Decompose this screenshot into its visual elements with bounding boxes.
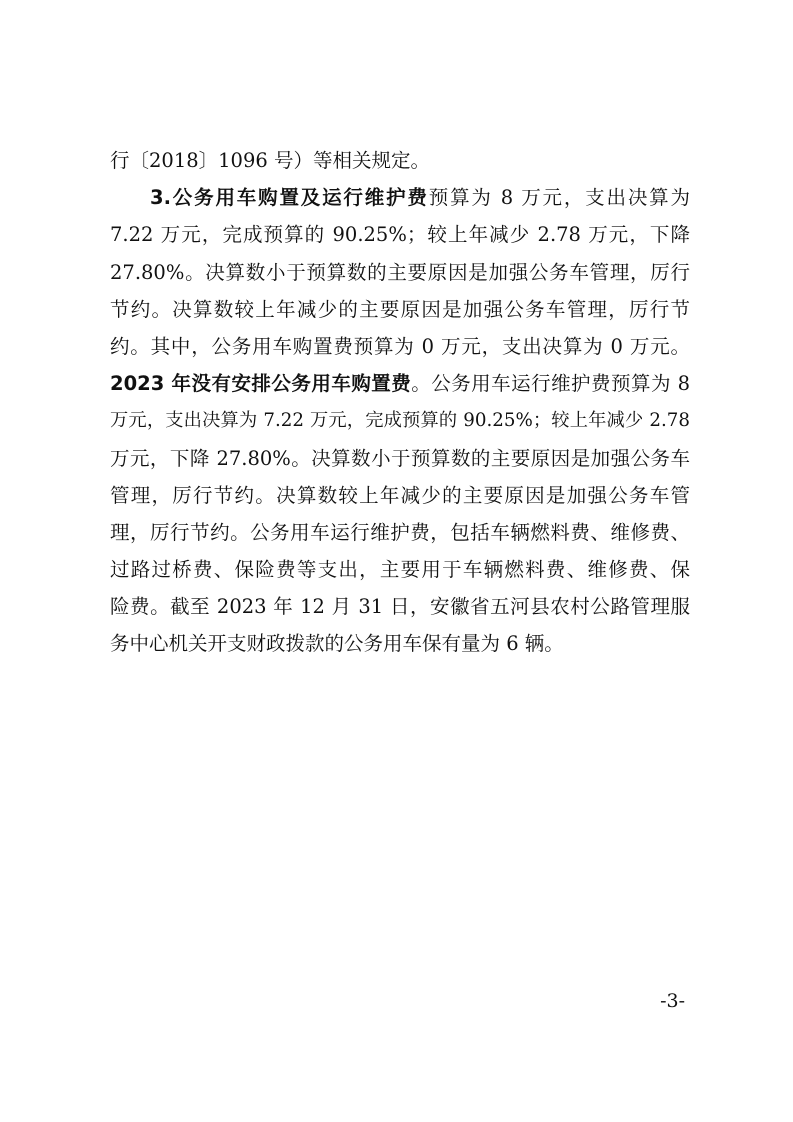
text-span: 行〔2018〕1096 号）等相关规定。: [110, 149, 430, 172]
text-line: [110, 588, 690, 625]
section-heading: 3.公务用车购置及运行维护费: [150, 186, 429, 210]
text-line: [110, 216, 690, 253]
text-line: [110, 514, 690, 551]
text-line: [110, 551, 690, 588]
text-span: 7.22 万元，完成预算的 90.25%；较上年减少 2.78 万元，下降: [110, 223, 690, 247]
text-line: [110, 625, 690, 662]
text-span: 过路过桥费、保险费等支出，主要用于车辆燃料费、维修费、保: [110, 558, 690, 582]
body-text: [110, 142, 690, 663]
text-line: [110, 328, 690, 365]
text-line: [110, 477, 690, 514]
text-line: [110, 179, 690, 216]
bold-text-span: 2023 年没有安排公务用车购置费: [110, 372, 412, 396]
text-line: [110, 142, 690, 179]
text-line: [110, 365, 690, 402]
text-span: 预算为 8 万元，支出决算为: [428, 186, 690, 210]
text-span: 务中心机关开支财政拨款的公务用车保有量为 6 辆。: [110, 632, 564, 656]
page-number: -3-: [660, 990, 685, 1012]
text-span: 险费。截至 2023 年 12 月 31 日，安徽省五河县农村公路管理服: [110, 595, 690, 619]
text-span: 。公务用车运行维护费预算为 8: [411, 372, 691, 396]
text-span: 万元，支出决算为 7.22 万元，完成预算的 90.25%；较上年减少 2.78: [110, 410, 690, 432]
text-span: 27.80%。决算数小于预算数的主要原因是加强公务车管理，厉行: [110, 260, 690, 284]
text-span: 管理，厉行节约。决算数较上年减少的主要原因是加强公务车管: [110, 483, 690, 507]
text-span: 节约。决算数较上年减少的主要原因是加强公务车管理，厉行节: [110, 297, 690, 321]
text-line: [110, 291, 690, 328]
text-span: 万元，下降 27.80%。决算数小于预算数的主要原因是加强公务车: [110, 446, 690, 470]
text-span: 理，厉行节约。公务用车运行维护费，包括车辆燃料费、维修费、: [110, 520, 690, 544]
text-line: [110, 440, 690, 477]
text-line: [110, 254, 690, 291]
text-span: 约。其中，公务用车购置费预算为 0 万元，支出决算为 0 万元。: [110, 334, 690, 358]
text-line: [110, 402, 690, 439]
